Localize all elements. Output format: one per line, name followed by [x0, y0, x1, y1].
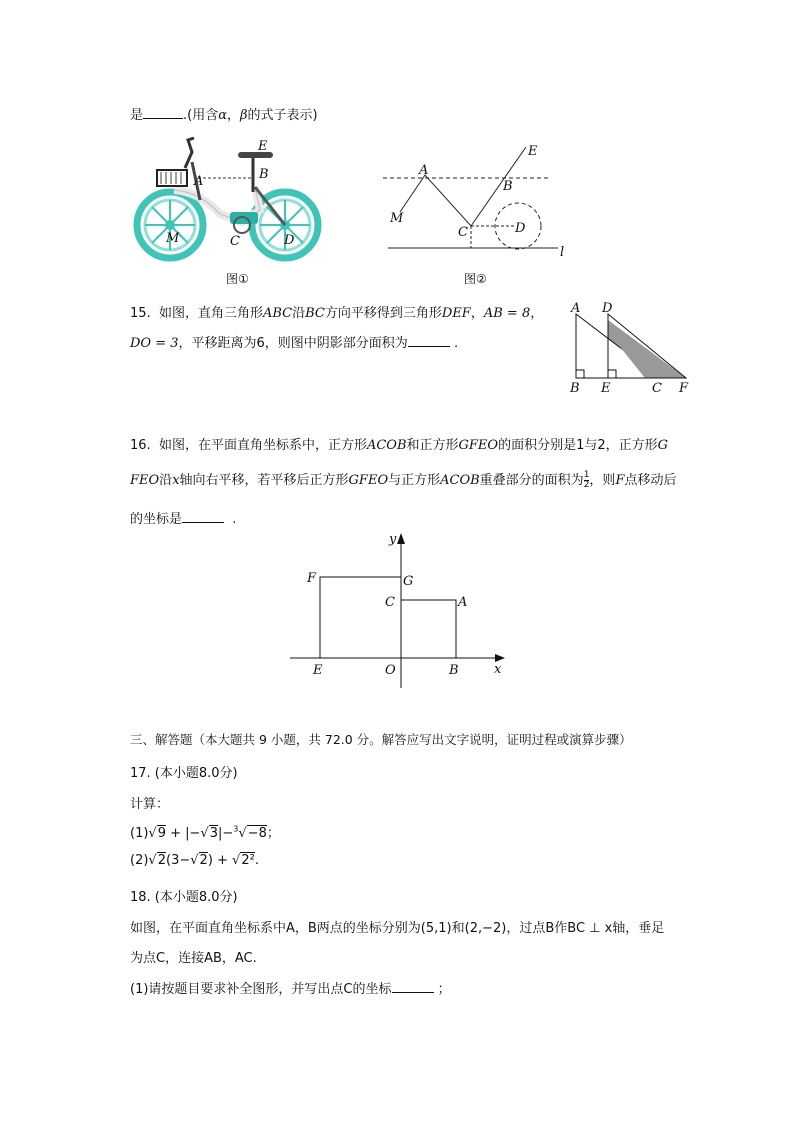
- q18-header: 18. (本小题8.0分): [130, 890, 238, 905]
- q16-label-f: F: [307, 571, 317, 586]
- q16-label-c: C: [385, 595, 395, 610]
- q18-line2: 为点C，连接AB，AC.: [130, 951, 257, 966]
- q16-line3: [130, 508, 236, 527]
- q17-p1-radicand-d: −8: [247, 826, 267, 841]
- q16-label-o: O: [385, 663, 396, 678]
- q16-coordinate-figure: [285, 530, 510, 692]
- bicycle-label-b: B: [259, 167, 269, 182]
- fig2-label-c: C: [458, 225, 468, 240]
- q17-p1-cube-root: √: [238, 826, 247, 841]
- q17-p2-end: .: [254, 853, 259, 868]
- q17-intro: 计算：: [130, 797, 170, 812]
- bicycle-label-a: A: [194, 174, 204, 189]
- q16-square-gfeo: [320, 577, 401, 658]
- q16-label-e: E: [313, 663, 323, 678]
- bicycle-label-m: M: [166, 231, 180, 246]
- q17-part2: [130, 853, 259, 868]
- q15-line1: [130, 302, 543, 321]
- fig2-label-m: M: [390, 211, 404, 226]
- q16-gfeo2: GFEO: [348, 473, 389, 488]
- q15-ab-eq: AB = 8: [483, 306, 531, 321]
- q15-label-f: F: [679, 381, 689, 396]
- q17-p1-end: ；: [266, 826, 280, 841]
- q15-text-end: .: [453, 336, 459, 351]
- q16-acob2: ACOB: [440, 473, 480, 488]
- figure2-caption: 图②: [464, 272, 487, 286]
- q16-text-a: 如图，在平面直角坐标系中，正方形: [158, 438, 367, 453]
- q16-acob: ACOB: [366, 438, 407, 453]
- q16-text-f2: ，则: [589, 473, 616, 488]
- q16-text-c2: 轴向右平移，若平移后正方形: [179, 473, 349, 488]
- q17-p2-paren: (3−√: [166, 853, 199, 868]
- q15-triangle-figure: [562, 300, 694, 396]
- q16-g: G: [657, 438, 669, 453]
- q17-p1-sqrt-sign: √: [148, 826, 157, 841]
- q15-text-a: 如图，直角三角形: [158, 306, 263, 321]
- bicycle-label-d: D: [284, 233, 295, 248]
- q14-tail-line: [130, 104, 318, 123]
- q16-text-line3: 的坐标是: [130, 512, 183, 527]
- fig2-label-b: B: [503, 179, 513, 194]
- q16-gfeo: GFEO: [458, 438, 499, 453]
- q18-answer-blank[interactable]: [392, 979, 434, 993]
- q17-p1-abs-open: + |−√: [166, 826, 209, 841]
- q16-text-c: 的面积分别是1与2，正方形: [498, 438, 658, 453]
- q16-x: x: [172, 473, 180, 488]
- bicycle-figure: [130, 132, 330, 264]
- q16-text-e2: 重叠部分的面积为: [479, 473, 584, 488]
- q14-comma: ，: [227, 108, 241, 123]
- q18-text-end: ；: [437, 982, 451, 997]
- q15-text-e: ，: [530, 306, 544, 321]
- q16-text-b: 和正方形: [406, 438, 459, 453]
- q15-def: DEF: [441, 306, 471, 321]
- q16-text-d2: 与正方形: [388, 473, 441, 488]
- q14-text-end: 的式子表示): [247, 108, 318, 123]
- q16-answer-blank[interactable]: [182, 509, 224, 523]
- q15-label-e: E: [601, 381, 611, 396]
- bicycle-label-c: C: [230, 234, 240, 249]
- q16-line1: [130, 434, 668, 453]
- q16-label-g: G: [403, 574, 414, 589]
- q14-answer-blank[interactable]: [143, 105, 183, 119]
- q17-p2-radicand-a: 2: [157, 853, 166, 868]
- q18-line1: 如图，在平面直角坐标系中A，B两点的坐标分别为(5,1)和(2,−2)，过点B作BC ⊥ x轴，垂足: [130, 921, 665, 936]
- q14-alpha: α: [218, 108, 228, 123]
- q16-f: F: [615, 473, 625, 488]
- q16-square-acob: [401, 600, 456, 658]
- q16-frac-den: 2: [583, 480, 590, 490]
- q17-p2-label: (2): [130, 853, 149, 868]
- bicycle-rear-wheel: [137, 192, 203, 258]
- bicycle-basket: [157, 138, 194, 186]
- q16-number: 16.: [130, 438, 151, 453]
- q16-text-end: .: [232, 512, 237, 527]
- q17-part1: [130, 822, 280, 841]
- q16-x-arrow: [495, 654, 505, 662]
- q14-beta: β: [240, 108, 248, 123]
- q16-text-b2: 沿: [159, 473, 173, 488]
- q15-text-b: 沿: [292, 306, 306, 321]
- q15-label-a: A: [571, 301, 581, 316]
- q15-answer-blank[interactable]: [408, 333, 450, 347]
- fig2-label-e: E: [528, 144, 538, 159]
- q16-label-a: A: [458, 595, 468, 610]
- q15-number: 15.: [130, 306, 151, 321]
- q17-p2-radicand-b: 2: [199, 853, 208, 868]
- fig2-label-d: D: [515, 221, 526, 236]
- q17-p1-label: (1): [130, 826, 149, 841]
- q18-text-line3: (1)请按题目要求补全图形，并写出点C的坐标: [130, 982, 392, 997]
- fig2-label-l: l: [560, 245, 565, 260]
- q16-line2: [130, 469, 676, 490]
- geometry-figure-2: [378, 140, 568, 262]
- bicycle-frame: [174, 152, 285, 233]
- q15-label-d: D: [602, 301, 613, 316]
- bicycle-label-e: E: [258, 139, 268, 154]
- q14-text-after: .(用含: [183, 108, 219, 123]
- q16-feo: FEO: [130, 473, 160, 488]
- q16-frac-num: 1: [583, 470, 590, 480]
- q15-do-eq: DO = 3: [130, 336, 179, 351]
- q15-text-d: ，: [470, 306, 484, 321]
- q17-header: 17. (本小题8.0分): [130, 766, 238, 781]
- q15-line2: [130, 332, 458, 351]
- q17-p1-abs-close: |−: [218, 826, 234, 841]
- q17-p2-sqrt-sign: √: [148, 853, 157, 868]
- q17-p2-plus-sqrt: ) + √: [207, 853, 241, 868]
- q15-text-c: 方向平移得到三角形: [324, 306, 442, 321]
- q17-p1-cube-index: 3: [233, 824, 239, 834]
- q15-label-b: B: [570, 381, 580, 396]
- q17-p1-radicand-b: 3: [209, 826, 218, 841]
- q15-abc: ABC: [262, 306, 293, 321]
- q16-label-y: y: [389, 532, 397, 547]
- figure1-caption: 图①: [226, 272, 249, 286]
- q17-p2-radicand-c: 2²: [241, 853, 255, 868]
- section3-title: 三、解答题（本大题共 9 小题，共 72.0 分。解答应写出文字说明，证明过程或演算步骤）: [130, 732, 632, 747]
- q15-bc: BC: [305, 306, 325, 321]
- q16-label-b: B: [449, 663, 459, 678]
- q14-text-before: 是: [130, 108, 144, 123]
- q16-label-x: x: [494, 662, 502, 677]
- fig2-label-a: A: [419, 163, 429, 178]
- q16-text-g2: 点移动后: [624, 473, 677, 488]
- q15-label-c: C: [652, 381, 662, 396]
- q17-p1-radicand-a: 9: [157, 826, 166, 841]
- q18-line3: [130, 978, 451, 997]
- q16-y-arrow: [397, 533, 405, 544]
- q15-text-line2: ，平移距离为6，则图中阴影部分面积为: [178, 336, 408, 351]
